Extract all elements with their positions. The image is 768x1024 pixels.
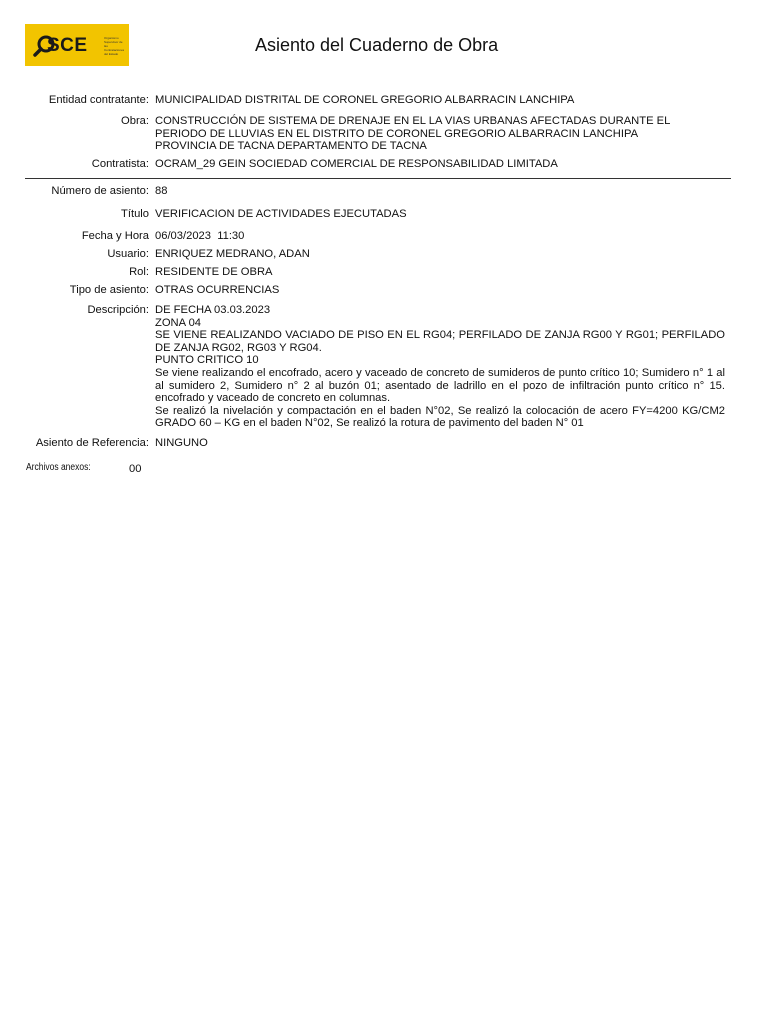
field-label: Entidad contratante: xyxy=(48,94,149,106)
field-entidad xyxy=(0,94,725,107)
field-value: 88 xyxy=(155,185,168,197)
description-line: DE FECHA 03.03.2023 xyxy=(155,304,271,316)
field-obra xyxy=(0,115,700,153)
field-value xyxy=(155,304,725,430)
description-line: SE VIENE REALIZANDO VACIADO DE PISO EN EL RG04; PERFILADO DE ZANJA RG00 Y RG01; PERFILADO DE ZANJA RG02, RG03 Y RG04. xyxy=(155,329,725,354)
field-fecha xyxy=(0,230,725,243)
field-titulo xyxy=(0,208,725,221)
description-line: PUNTO CRITICO 10 xyxy=(155,354,259,367)
field-label: Fecha y Hora xyxy=(81,230,149,242)
field-label: Rol: xyxy=(129,266,149,278)
field-usuario xyxy=(0,248,725,261)
annex-value: 00 xyxy=(129,463,142,475)
field-rol xyxy=(0,266,725,279)
divider xyxy=(25,178,731,179)
field-label: Número de asiento: xyxy=(51,185,149,197)
page-title: Asiento del Cuaderno de Obra xyxy=(255,35,499,55)
field-value: OCRAM_29 GEIN SOCIEDAD COMERCIAL DE RESPONSABILIDAD LIMITADA xyxy=(155,158,558,170)
logo-text: SCE xyxy=(47,35,88,56)
field-value: RESIDENTE DE OBRA xyxy=(155,266,273,278)
field-tipo xyxy=(0,284,725,297)
field-numero xyxy=(0,185,725,198)
field-value: MUNICIPALIDAD DISTRITAL DE CORONEL GREGORIO ALBARRACIN LANCHIPA xyxy=(155,94,575,106)
field-label: Contratista: xyxy=(91,158,149,170)
logo-subtext: Organismo Supervisor de las Contrataciones del Estado xyxy=(104,36,125,56)
description-line: Se viene realizando el encofrado, acero y vaceado de concreto de sumideros de punto crítico 10; Sumidero n° 1 al al sumidero 2, Sumidero n° 2 al buzón 01; asentado de ladrillo en el pozo de infiltración punto crítico n° 15. encofrado y vaceado de concreto en columnas. xyxy=(155,366,725,405)
field-referencia xyxy=(0,437,725,450)
field-contratista xyxy=(0,158,725,171)
annex-label: Archivos anexos: xyxy=(26,462,91,473)
field-value: 06/03/2023 11:30 xyxy=(155,230,245,242)
field-label: Obra: xyxy=(121,115,149,127)
field-label: Descripción: xyxy=(87,304,149,316)
field-label: Usuario: xyxy=(107,248,149,260)
field-value: OTRAS OCURRENCIAS xyxy=(155,284,280,296)
description-line: Se realizó la nivelación y compactación en el baden N°02, Se realizó la colocación de acero FY=4200 KG/CM2 GRADO 60 – KG en el baden N°02, Se realizó la rotura de pavimento del baden N° 01 xyxy=(155,404,725,430)
field-descripcion xyxy=(0,304,725,430)
field-label: Asiento de Referencia: xyxy=(35,437,149,449)
osce-logo xyxy=(25,24,129,66)
field-value: VERIFICACION DE ACTIVIDADES EJECUTADAS xyxy=(155,208,407,220)
field-label: Título xyxy=(121,208,149,220)
field-value: CONSTRUCCIÓN DE SISTEMA DE DRENAJE EN EL LA VIAS URBANAS AFECTADAS DURANTE EL PERIODO DE LLUVIAS EN EL DISTRITO DE CORONEL GREGORIO ALBARRACIN LANCHIPA PROVINCIA DE TACNA DEPARTAMENTO DE TACNA xyxy=(155,115,670,153)
field-value: ENRIQUEZ MEDRANO, ADAN xyxy=(155,248,310,260)
field-value: NINGUNO xyxy=(155,437,208,449)
description-line: ZONA 04 xyxy=(155,316,202,329)
field-label: Tipo de asiento: xyxy=(69,284,149,296)
